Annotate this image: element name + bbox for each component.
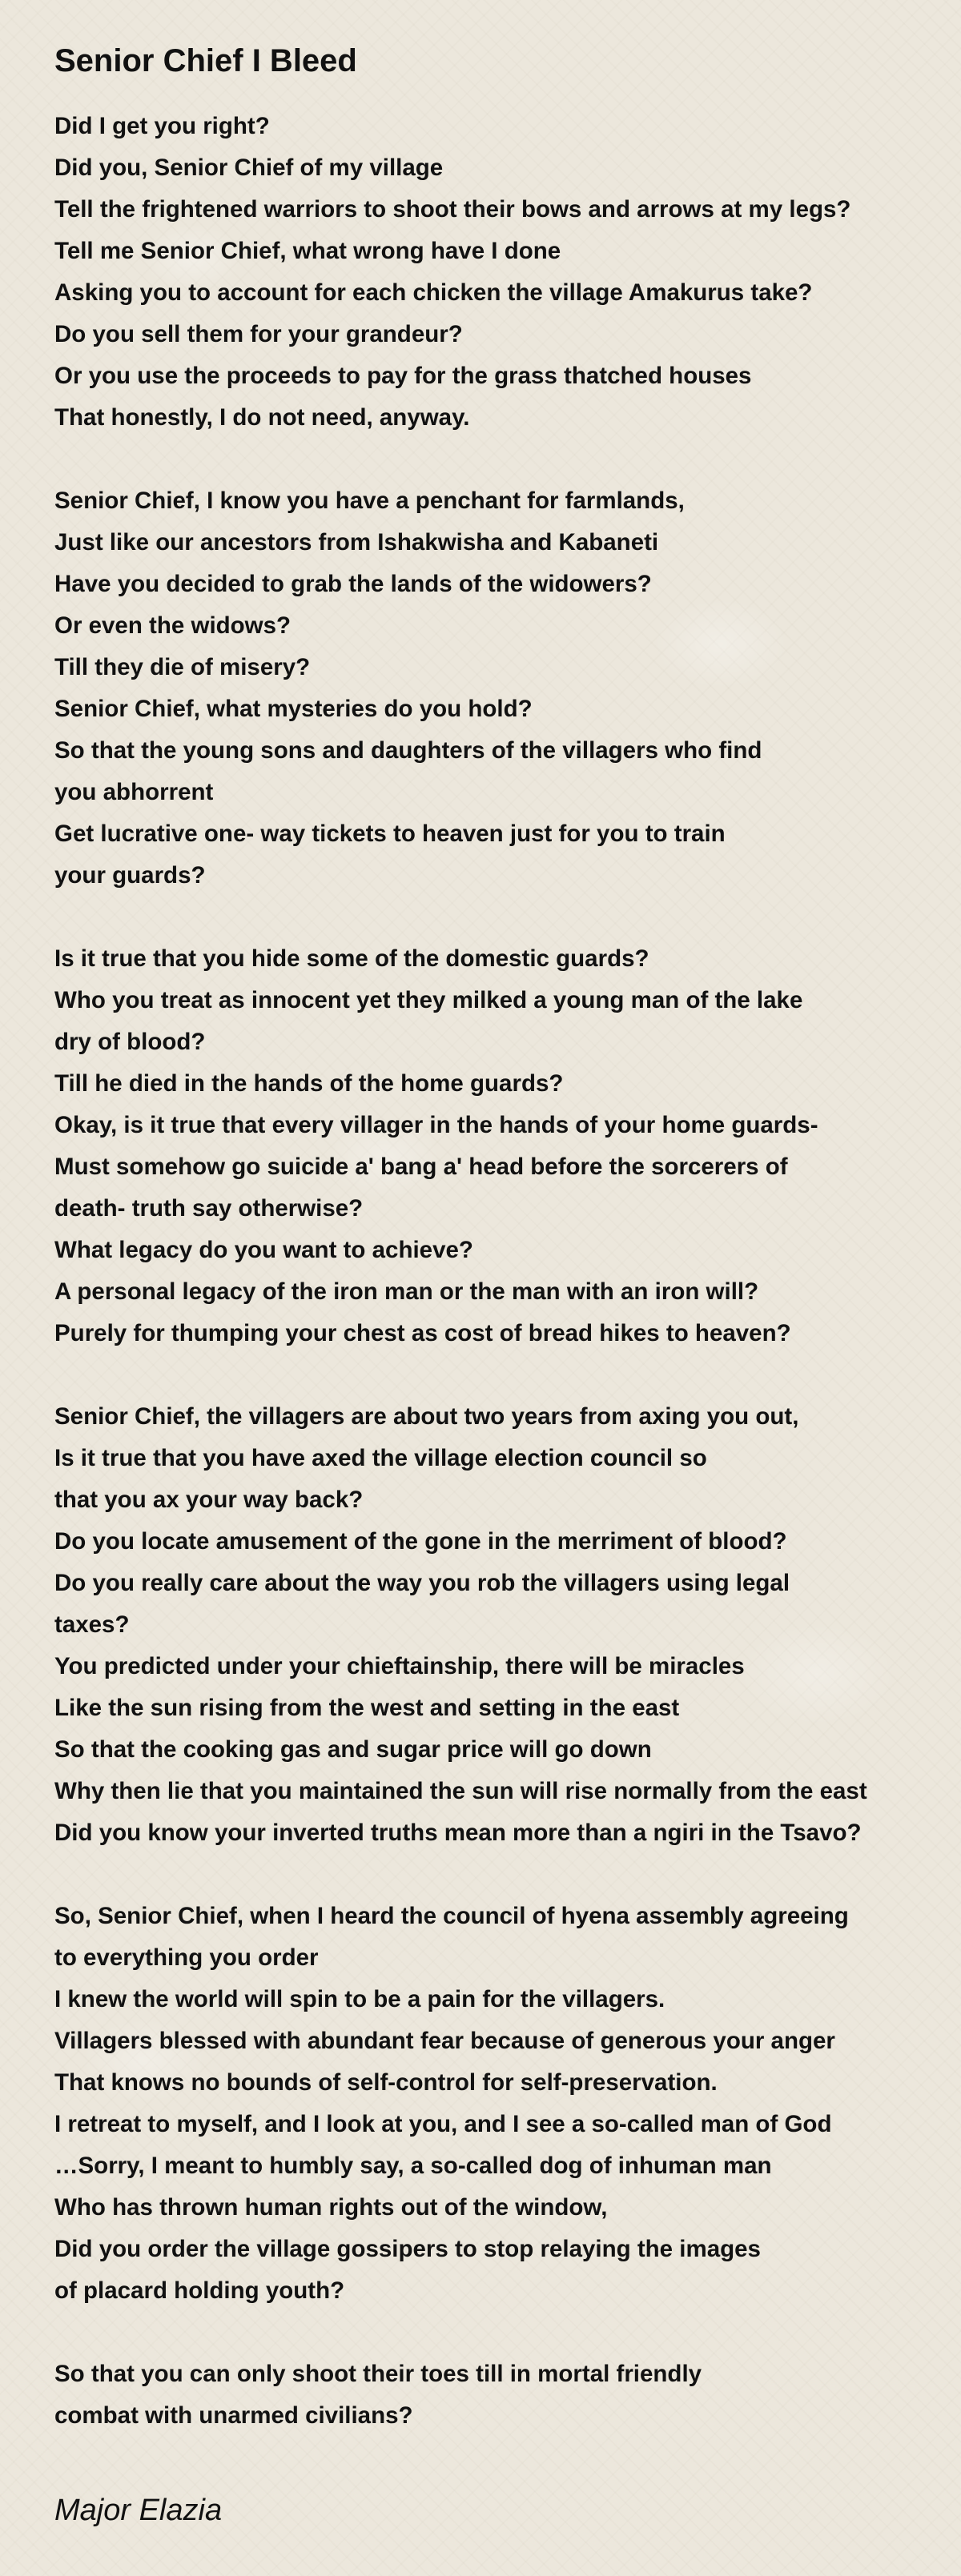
poem-line: So that the cooking gas and sugar price will go down — [54, 1736, 652, 1763]
poem-line: Did I get you right? — [54, 113, 270, 139]
poem-stanza — [54, 1896, 943, 2312]
poem-line: combat with unarmed civilians? — [54, 2402, 413, 2429]
poem-stanza — [54, 1396, 943, 1854]
poem-line: your guards? — [54, 862, 206, 889]
poem-line: death- truth say otherwise? — [54, 1195, 364, 1222]
poem-line: Tell me Senior Chief, what wrong have I done — [54, 238, 561, 264]
poem-line: You predicted under your chieftainship, there will be miracles — [54, 1653, 745, 1679]
poem-line: A personal legacy of the iron man or the man with an iron will? — [54, 1278, 759, 1305]
poem-line: Just like our ancestors from Ishakwisha and Kabaneti — [54, 529, 659, 556]
poem-line: Did you know your inverted truths mean more than a ngiri in the Tsavo? — [54, 1820, 862, 1846]
poem-stanza — [54, 106, 943, 439]
poem-line: That knows no bounds of self-control for self-preservation. — [54, 2069, 718, 2096]
poem-line: I knew the world will spin to be a pain for the villagers. — [54, 1986, 665, 2012]
poem-title: Senior Chief I Bleed — [54, 43, 357, 78]
poem-line: Why then lie that you maintained the sun will rise normally from the east — [54, 1778, 867, 1804]
poem-line: Do you locate amusement of the gone in the merriment of blood? — [54, 1528, 787, 1555]
poem-line: Is it true that you have axed the village election council so — [54, 1445, 707, 1471]
poem-line: Okay, is it true that every villager in the hands of your home guards- — [54, 1112, 818, 1138]
poem-line: What legacy do you want to achieve? — [54, 1237, 473, 1263]
poem-line: So that you can only shoot their toes till in mortal friendly — [54, 2361, 702, 2387]
poem-line: Did you order the village gossipers to stop relaying the images — [54, 2236, 761, 2262]
poem-line: Tell the frightened warriors to shoot their bows and arrows at my legs? — [54, 196, 851, 223]
poem-stanza — [54, 480, 943, 897]
poem-line: Senior Chief, the villagers are about two years from axing you out, — [54, 1403, 799, 1430]
poem-author: Major Elazia — [54, 2494, 223, 2527]
poem-line: Did you, Senior Chief of my village — [54, 154, 444, 181]
poem-line: So that the young sons and daughters of the villagers who find — [54, 737, 762, 764]
poem-stanza — [54, 2353, 943, 2437]
poem-line: Get lucrative one- way tickets to heaven just for you to train — [54, 821, 726, 847]
poem-line: Who you treat as innocent yet they milked a young man of the lake — [54, 987, 803, 1013]
poem-body — [54, 106, 943, 2437]
poem-line: Till they die of misery? — [54, 654, 311, 680]
poem-line: Do you really care about the way you rob the villagers using legal — [54, 1570, 790, 1596]
poem-line: to everything you order — [54, 1944, 319, 1971]
poem-stanza — [54, 938, 943, 1354]
poem-line: Villagers blessed with abundant fear because of generous your anger — [54, 2028, 835, 2054]
poem-line: Asking you to account for each chicken the village Amakurus take? — [54, 279, 813, 306]
poem-line: So, Senior Chief, when I heard the council of hyena assembly agreeing — [54, 1903, 849, 1929]
poem-line: of placard holding youth? — [54, 2277, 345, 2304]
poem-line: Till he died in the hands of the home guards? — [54, 1070, 564, 1097]
poem-container — [54, 38, 943, 2478]
poem-line: Or even the widows? — [54, 612, 292, 639]
poem-line: Must somehow go suicide a' bang a' head before the sorcerers of — [54, 1154, 788, 1180]
poem-line: Or you use the proceeds to pay for the grass thatched houses — [54, 363, 752, 389]
poem-line: Like the sun rising from the west and setting in the east — [54, 1695, 680, 1721]
poem-line: I retreat to myself, and I look at you, and I see a so-called man of God — [54, 2111, 832, 2137]
poem-line: that you ax your way back? — [54, 1487, 364, 1513]
poem-line: That honestly, I do not need, anyway. — [54, 404, 470, 431]
poem-line: you abhorrent — [54, 779, 214, 805]
poem-line: Do you sell them for your grandeur? — [54, 321, 463, 347]
poem-line: Senior Chief, I know you have a penchant for farmlands, — [54, 488, 685, 514]
poem-line: Who has thrown human rights out of the window, — [54, 2194, 608, 2221]
poem-line: taxes? — [54, 1611, 130, 1638]
poem-line: Purely for thumping your chest as cost of bread hikes to heaven? — [54, 1320, 791, 1346]
poem-line: Senior Chief, what mysteries do you hold? — [54, 696, 533, 722]
poem-line: …Sorry, I meant to humbly say, a so-called dog of inhuman man — [54, 2153, 772, 2179]
poem-line: Have you decided to grab the lands of the widowers? — [54, 571, 652, 597]
poem-line: Is it true that you hide some of the domestic guards? — [54, 945, 649, 972]
poem-line: dry of blood? — [54, 1029, 206, 1055]
